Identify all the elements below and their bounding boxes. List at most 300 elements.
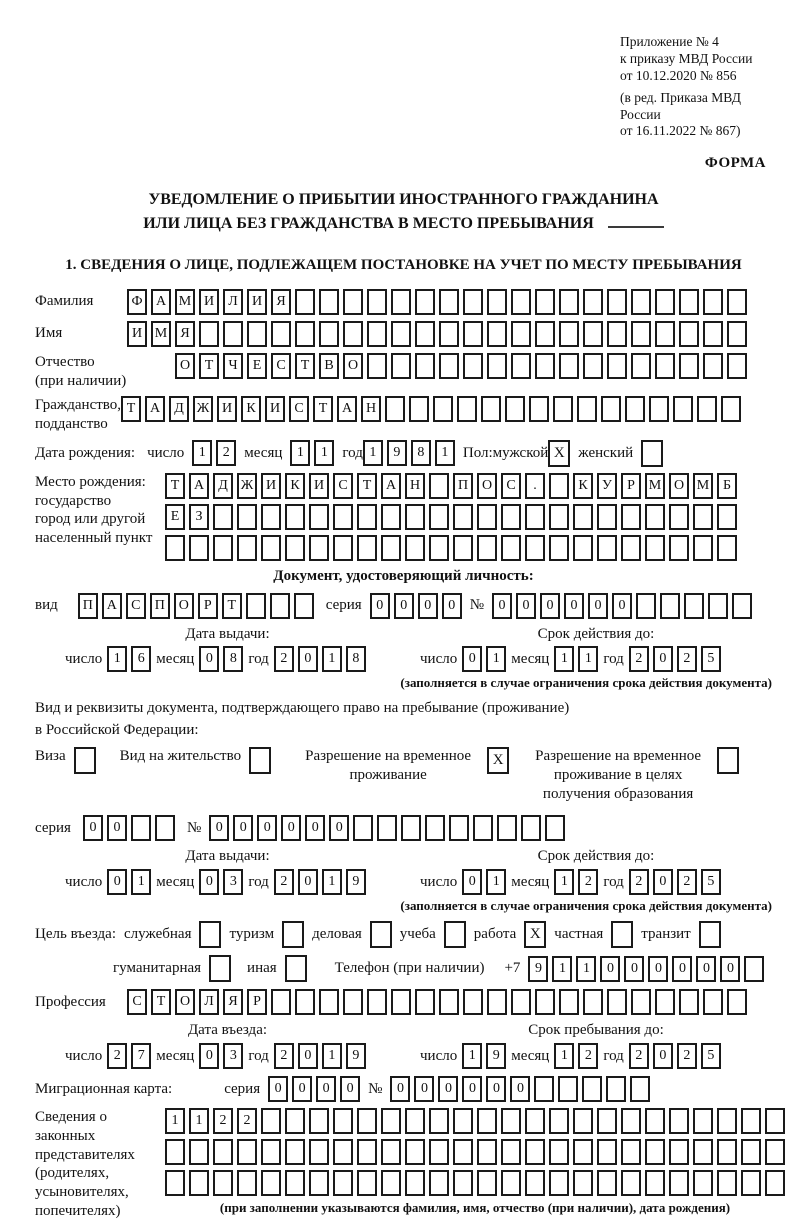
char-cell[interactable] xyxy=(655,353,675,379)
char-cell[interactable]: 9 xyxy=(346,1043,366,1069)
char-cell[interactable]: 5 xyxy=(701,646,721,672)
char-cell[interactable] xyxy=(573,1170,593,1196)
char-cell[interactable]: И xyxy=(265,396,285,422)
char-cell[interactable]: 0 xyxy=(540,593,560,619)
char-cell[interactable] xyxy=(333,1139,353,1165)
char-cell[interactable]: 1 xyxy=(322,646,342,672)
char-cell[interactable] xyxy=(453,504,473,530)
char-cell[interactable] xyxy=(453,1108,473,1134)
char-cell[interactable] xyxy=(367,289,387,315)
char-cell[interactable] xyxy=(357,504,377,530)
char-cell[interactable] xyxy=(377,815,397,841)
char-cell[interactable]: 8 xyxy=(223,646,243,672)
char-cell[interactable]: Т xyxy=(199,353,219,379)
char-cell[interactable] xyxy=(463,353,483,379)
char-cell[interactable] xyxy=(703,353,723,379)
char-cell[interactable] xyxy=(693,535,713,561)
char-cell[interactable] xyxy=(213,504,233,530)
char-cell[interactable]: Т xyxy=(151,989,171,1015)
char-cell[interactable] xyxy=(453,535,473,561)
char-cell[interactable] xyxy=(741,1139,761,1165)
char-cell[interactable] xyxy=(213,1139,233,1165)
char-cell[interactable]: 0 xyxy=(107,815,127,841)
char-cell[interactable] xyxy=(549,504,569,530)
char-cell[interactable]: 1 xyxy=(322,1043,342,1069)
char-cell[interactable] xyxy=(535,289,555,315)
char-cell[interactable]: С xyxy=(127,989,147,1015)
char-cell[interactable]: Р xyxy=(247,989,267,1015)
char-cell[interactable]: 1 xyxy=(189,1108,209,1134)
char-cell[interactable] xyxy=(285,504,305,530)
char-cell[interactable] xyxy=(697,396,717,422)
char-cell[interactable]: У xyxy=(597,473,617,499)
char-cell[interactable] xyxy=(703,289,723,315)
char-cell[interactable]: О xyxy=(174,593,194,619)
char-cell[interactable]: З xyxy=(189,504,209,530)
char-cell[interactable]: 1 xyxy=(314,440,334,466)
char-cell[interactable] xyxy=(679,289,699,315)
char-cell[interactable] xyxy=(511,353,531,379)
char-cell[interactable] xyxy=(741,1108,761,1134)
char-cell[interactable] xyxy=(607,289,627,315)
char-cell[interactable] xyxy=(525,504,545,530)
char-cell[interactable] xyxy=(679,321,699,347)
char-cell[interactable] xyxy=(501,1139,521,1165)
char-cell[interactable] xyxy=(741,1170,761,1196)
char-cell[interactable] xyxy=(343,321,363,347)
char-cell[interactable]: И xyxy=(127,321,147,347)
char-cell[interactable]: Н xyxy=(361,396,381,422)
char-cell[interactable]: 3 xyxy=(223,1043,243,1069)
char-cell[interactable] xyxy=(477,1108,497,1134)
char-cell[interactable] xyxy=(545,815,565,841)
char-cell[interactable]: О xyxy=(669,473,689,499)
char-cell[interactable] xyxy=(333,535,353,561)
char-cell[interactable]: Л xyxy=(199,989,219,1015)
char-cell[interactable]: 0 xyxy=(209,815,229,841)
char-cell[interactable]: 9 xyxy=(528,956,548,982)
char-cell[interactable]: 2 xyxy=(274,1043,294,1069)
char-cell[interactable]: 0 xyxy=(462,869,482,895)
char-cell[interactable] xyxy=(309,1170,329,1196)
char-cell[interactable]: Я xyxy=(223,989,243,1015)
char-cell[interactable] xyxy=(381,504,401,530)
char-cell[interactable]: К xyxy=(285,473,305,499)
char-cell[interactable] xyxy=(684,593,704,619)
char-cell[interactable] xyxy=(501,1170,521,1196)
purpose-official-checkbox[interactable] xyxy=(199,921,221,948)
char-cell[interactable] xyxy=(525,1139,545,1165)
char-cell[interactable]: 0 xyxy=(653,869,673,895)
char-cell[interactable] xyxy=(669,535,689,561)
char-cell[interactable]: П xyxy=(150,593,170,619)
char-cell[interactable]: 1 xyxy=(363,440,383,466)
char-cell[interactable] xyxy=(433,396,453,422)
char-cell[interactable] xyxy=(381,1170,401,1196)
purpose-other-checkbox[interactable] xyxy=(285,955,307,982)
char-cell[interactable] xyxy=(744,956,764,982)
char-cell[interactable]: 1 xyxy=(107,646,127,672)
char-cell[interactable]: Ч xyxy=(223,353,243,379)
char-cell[interactable]: 2 xyxy=(274,646,294,672)
char-cell[interactable] xyxy=(645,535,665,561)
char-cell[interactable]: 5 xyxy=(701,1043,721,1069)
char-cell[interactable] xyxy=(405,1108,425,1134)
char-cell[interactable] xyxy=(449,815,469,841)
char-cell[interactable] xyxy=(415,353,435,379)
char-cell[interactable]: 2 xyxy=(213,1108,233,1134)
char-cell[interactable] xyxy=(473,815,493,841)
char-cell[interactable]: 0 xyxy=(298,869,318,895)
char-cell[interactable]: 0 xyxy=(340,1076,360,1102)
char-cell[interactable] xyxy=(131,815,151,841)
char-cell[interactable] xyxy=(439,353,459,379)
char-cell[interactable] xyxy=(199,321,219,347)
char-cell[interactable] xyxy=(630,1076,650,1102)
char-cell[interactable]: 2 xyxy=(578,1043,598,1069)
char-cell[interactable] xyxy=(583,989,603,1015)
char-cell[interactable]: 0 xyxy=(257,815,277,841)
char-cell[interactable]: 1 xyxy=(131,869,151,895)
char-cell[interactable]: 0 xyxy=(316,1076,336,1102)
char-cell[interactable]: А xyxy=(337,396,357,422)
char-cell[interactable]: Т xyxy=(295,353,315,379)
char-cell[interactable]: С xyxy=(271,353,291,379)
char-cell[interactable]: А xyxy=(381,473,401,499)
char-cell[interactable]: И xyxy=(247,289,267,315)
char-cell[interactable] xyxy=(213,535,233,561)
char-cell[interactable] xyxy=(583,321,603,347)
char-cell[interactable] xyxy=(521,815,541,841)
char-cell[interactable]: И xyxy=(199,289,219,315)
sex-male-checkbox[interactable]: X xyxy=(548,440,570,467)
char-cell[interactable] xyxy=(607,989,627,1015)
char-cell[interactable]: 0 xyxy=(442,593,462,619)
char-cell[interactable] xyxy=(429,473,449,499)
char-cell[interactable] xyxy=(429,535,449,561)
char-cell[interactable] xyxy=(636,593,656,619)
char-cell[interactable] xyxy=(237,1139,257,1165)
char-cell[interactable] xyxy=(477,1139,497,1165)
char-cell[interactable] xyxy=(660,593,680,619)
char-cell[interactable]: И xyxy=(309,473,329,499)
char-cell[interactable]: 0 xyxy=(720,956,740,982)
char-cell[interactable] xyxy=(649,396,669,422)
char-cell[interactable]: А xyxy=(151,289,171,315)
char-cell[interactable] xyxy=(385,396,405,422)
char-cell[interactable]: Т xyxy=(121,396,141,422)
char-cell[interactable] xyxy=(582,1076,602,1102)
char-cell[interactable] xyxy=(535,353,555,379)
char-cell[interactable]: Б xyxy=(717,473,737,499)
char-cell[interactable]: 0 xyxy=(414,1076,434,1102)
char-cell[interactable] xyxy=(405,1139,425,1165)
char-cell[interactable] xyxy=(223,321,243,347)
char-cell[interactable]: 0 xyxy=(624,956,644,982)
char-cell[interactable] xyxy=(309,504,329,530)
char-cell[interactable] xyxy=(189,535,209,561)
char-cell[interactable]: А xyxy=(189,473,209,499)
char-cell[interactable] xyxy=(261,1170,281,1196)
char-cell[interactable] xyxy=(405,504,425,530)
char-cell[interactable] xyxy=(573,1108,593,1134)
char-cell[interactable]: Ф xyxy=(127,289,147,315)
char-cell[interactable]: Т xyxy=(222,593,242,619)
char-cell[interactable] xyxy=(285,1170,305,1196)
char-cell[interactable] xyxy=(645,1170,665,1196)
char-cell[interactable] xyxy=(559,989,579,1015)
temp-residence-education-checkbox[interactable] xyxy=(717,747,739,774)
char-cell[interactable]: 0 xyxy=(462,1076,482,1102)
char-cell[interactable] xyxy=(429,1139,449,1165)
char-cell[interactable]: Т xyxy=(165,473,185,499)
char-cell[interactable] xyxy=(708,593,728,619)
char-cell[interactable]: 0 xyxy=(199,1043,219,1069)
char-cell[interactable] xyxy=(732,593,752,619)
char-cell[interactable] xyxy=(319,989,339,1015)
char-cell[interactable] xyxy=(597,1108,617,1134)
char-cell[interactable] xyxy=(669,1170,689,1196)
char-cell[interactable] xyxy=(621,504,641,530)
char-cell[interactable]: 1 xyxy=(554,869,574,895)
char-cell[interactable] xyxy=(717,1170,737,1196)
char-cell[interactable] xyxy=(285,1108,305,1134)
char-cell[interactable] xyxy=(247,321,267,347)
char-cell[interactable] xyxy=(295,321,315,347)
char-cell[interactable] xyxy=(381,535,401,561)
char-cell[interactable]: 0 xyxy=(438,1076,458,1102)
char-cell[interactable] xyxy=(525,535,545,561)
purpose-tourism-checkbox[interactable] xyxy=(282,921,304,948)
char-cell[interactable] xyxy=(165,1170,185,1196)
char-cell[interactable]: 1 xyxy=(486,646,506,672)
char-cell[interactable]: А xyxy=(145,396,165,422)
char-cell[interactable] xyxy=(367,353,387,379)
char-cell[interactable]: 0 xyxy=(83,815,103,841)
char-cell[interactable] xyxy=(246,593,266,619)
char-cell[interactable]: Я xyxy=(271,289,291,315)
char-cell[interactable]: 0 xyxy=(516,593,536,619)
char-cell[interactable]: 0 xyxy=(199,869,219,895)
char-cell[interactable] xyxy=(597,1139,617,1165)
char-cell[interactable]: Ж xyxy=(237,473,257,499)
char-cell[interactable] xyxy=(357,1108,377,1134)
char-cell[interactable]: 0 xyxy=(672,956,692,982)
char-cell[interactable] xyxy=(457,396,477,422)
char-cell[interactable] xyxy=(583,353,603,379)
char-cell[interactable] xyxy=(501,1108,521,1134)
char-cell[interactable] xyxy=(477,1170,497,1196)
char-cell[interactable] xyxy=(453,1139,473,1165)
char-cell[interactable] xyxy=(439,989,459,1015)
char-cell[interactable]: 0 xyxy=(329,815,349,841)
char-cell[interactable] xyxy=(621,535,641,561)
char-cell[interactable]: Д xyxy=(169,396,189,422)
char-cell[interactable]: 0 xyxy=(292,1076,312,1102)
char-cell[interactable]: 2 xyxy=(274,869,294,895)
char-cell[interactable]: 0 xyxy=(612,593,632,619)
char-cell[interactable] xyxy=(391,989,411,1015)
char-cell[interactable] xyxy=(439,321,459,347)
char-cell[interactable] xyxy=(621,1170,641,1196)
char-cell[interactable] xyxy=(549,1170,569,1196)
char-cell[interactable] xyxy=(261,1139,281,1165)
char-cell[interactable] xyxy=(463,289,483,315)
char-cell[interactable] xyxy=(415,321,435,347)
char-cell[interactable] xyxy=(309,1139,329,1165)
char-cell[interactable] xyxy=(425,815,445,841)
char-cell[interactable] xyxy=(669,1108,689,1134)
char-cell[interactable] xyxy=(693,1108,713,1134)
char-cell[interactable]: 0 xyxy=(298,646,318,672)
char-cell[interactable]: И xyxy=(217,396,237,422)
char-cell[interactable] xyxy=(511,989,531,1015)
char-cell[interactable] xyxy=(391,321,411,347)
char-cell[interactable]: 6 xyxy=(131,646,151,672)
char-cell[interactable] xyxy=(525,1170,545,1196)
char-cell[interactable]: 0 xyxy=(298,1043,318,1069)
char-cell[interactable]: 0 xyxy=(281,815,301,841)
char-cell[interactable] xyxy=(381,1108,401,1134)
char-cell[interactable] xyxy=(727,289,747,315)
residence-permit-checkbox[interactable] xyxy=(249,747,271,774)
char-cell[interactable] xyxy=(319,321,339,347)
char-cell[interactable] xyxy=(631,289,651,315)
char-cell[interactable]: 8 xyxy=(411,440,431,466)
char-cell[interactable] xyxy=(669,1139,689,1165)
purpose-private-checkbox[interactable] xyxy=(611,921,633,948)
char-cell[interactable]: К xyxy=(241,396,261,422)
purpose-study-checkbox[interactable] xyxy=(444,921,466,948)
char-cell[interactable] xyxy=(353,815,373,841)
char-cell[interactable] xyxy=(529,396,549,422)
char-cell[interactable] xyxy=(357,535,377,561)
char-cell[interactable] xyxy=(535,989,555,1015)
char-cell[interactable] xyxy=(367,989,387,1015)
char-cell[interactable] xyxy=(501,535,521,561)
char-cell[interactable]: 7 xyxy=(131,1043,151,1069)
char-cell[interactable]: П xyxy=(78,593,98,619)
char-cell[interactable]: 0 xyxy=(305,815,325,841)
char-cell[interactable]: 0 xyxy=(390,1076,410,1102)
char-cell[interactable]: 0 xyxy=(653,646,673,672)
char-cell[interactable]: С xyxy=(501,473,521,499)
char-cell[interactable] xyxy=(727,989,747,1015)
char-cell[interactable] xyxy=(534,1076,554,1102)
char-cell[interactable] xyxy=(481,396,501,422)
char-cell[interactable] xyxy=(607,353,627,379)
char-cell[interactable] xyxy=(765,1139,785,1165)
char-cell[interactable]: 0 xyxy=(510,1076,530,1102)
char-cell[interactable] xyxy=(285,1139,305,1165)
char-cell[interactable] xyxy=(727,321,747,347)
char-cell[interactable]: 0 xyxy=(653,1043,673,1069)
char-cell[interactable]: 0 xyxy=(268,1076,288,1102)
char-cell[interactable] xyxy=(189,1170,209,1196)
purpose-work-checkbox[interactable]: X xyxy=(524,921,546,948)
char-cell[interactable]: 2 xyxy=(107,1043,127,1069)
char-cell[interactable]: О xyxy=(343,353,363,379)
visa-checkbox[interactable] xyxy=(74,747,96,774)
char-cell[interactable] xyxy=(621,1108,641,1134)
char-cell[interactable]: Е xyxy=(247,353,267,379)
sex-female-checkbox[interactable] xyxy=(641,440,663,467)
char-cell[interactable] xyxy=(487,989,507,1015)
char-cell[interactable] xyxy=(463,989,483,1015)
char-cell[interactable] xyxy=(693,504,713,530)
char-cell[interactable]: 2 xyxy=(578,869,598,895)
char-cell[interactable] xyxy=(553,396,573,422)
char-cell[interactable] xyxy=(631,353,651,379)
char-cell[interactable] xyxy=(597,1170,617,1196)
char-cell[interactable] xyxy=(357,1170,377,1196)
char-cell[interactable] xyxy=(333,504,353,530)
char-cell[interactable] xyxy=(625,396,645,422)
char-cell[interactable] xyxy=(477,504,497,530)
char-cell[interactable] xyxy=(261,1108,281,1134)
char-cell[interactable]: 1 xyxy=(486,869,506,895)
char-cell[interactable] xyxy=(645,1108,665,1134)
char-cell[interactable] xyxy=(717,504,737,530)
char-cell[interactable] xyxy=(295,289,315,315)
char-cell[interactable] xyxy=(343,989,363,1015)
char-cell[interactable]: М xyxy=(645,473,665,499)
char-cell[interactable]: 2 xyxy=(629,646,649,672)
char-cell[interactable]: О xyxy=(477,473,497,499)
char-cell[interactable] xyxy=(679,989,699,1015)
char-cell[interactable] xyxy=(165,1139,185,1165)
char-cell[interactable]: Р xyxy=(621,473,641,499)
char-cell[interactable] xyxy=(409,396,429,422)
char-cell[interactable]: В xyxy=(319,353,339,379)
char-cell[interactable]: М xyxy=(151,321,171,347)
char-cell[interactable] xyxy=(703,321,723,347)
char-cell[interactable]: 9 xyxy=(387,440,407,466)
char-cell[interactable] xyxy=(601,396,621,422)
char-cell[interactable]: С xyxy=(126,593,146,619)
char-cell[interactable]: 3 xyxy=(223,869,243,895)
char-cell[interactable] xyxy=(703,989,723,1015)
char-cell[interactable] xyxy=(727,353,747,379)
char-cell[interactable]: Р xyxy=(198,593,218,619)
char-cell[interactable]: 0 xyxy=(696,956,716,982)
char-cell[interactable]: М xyxy=(175,289,195,315)
char-cell[interactable]: М xyxy=(693,473,713,499)
char-cell[interactable] xyxy=(511,289,531,315)
char-cell[interactable]: 0 xyxy=(199,646,219,672)
char-cell[interactable] xyxy=(429,504,449,530)
char-cell[interactable] xyxy=(535,321,555,347)
char-cell[interactable] xyxy=(549,1139,569,1165)
char-cell[interactable]: 0 xyxy=(564,593,584,619)
temp-residence-checkbox[interactable]: X xyxy=(487,747,509,774)
char-cell[interactable] xyxy=(463,321,483,347)
char-cell[interactable]: 1 xyxy=(578,646,598,672)
purpose-transit-checkbox[interactable] xyxy=(699,921,721,948)
char-cell[interactable] xyxy=(367,321,387,347)
char-cell[interactable] xyxy=(645,1139,665,1165)
char-cell[interactable] xyxy=(765,1108,785,1134)
char-cell[interactable] xyxy=(261,504,281,530)
char-cell[interactable] xyxy=(213,1170,233,1196)
char-cell[interactable]: 0 xyxy=(600,956,620,982)
char-cell[interactable] xyxy=(511,321,531,347)
char-cell[interactable] xyxy=(415,289,435,315)
char-cell[interactable]: 0 xyxy=(492,593,512,619)
char-cell[interactable] xyxy=(487,289,507,315)
char-cell[interactable]: 0 xyxy=(418,593,438,619)
char-cell[interactable] xyxy=(717,1139,737,1165)
